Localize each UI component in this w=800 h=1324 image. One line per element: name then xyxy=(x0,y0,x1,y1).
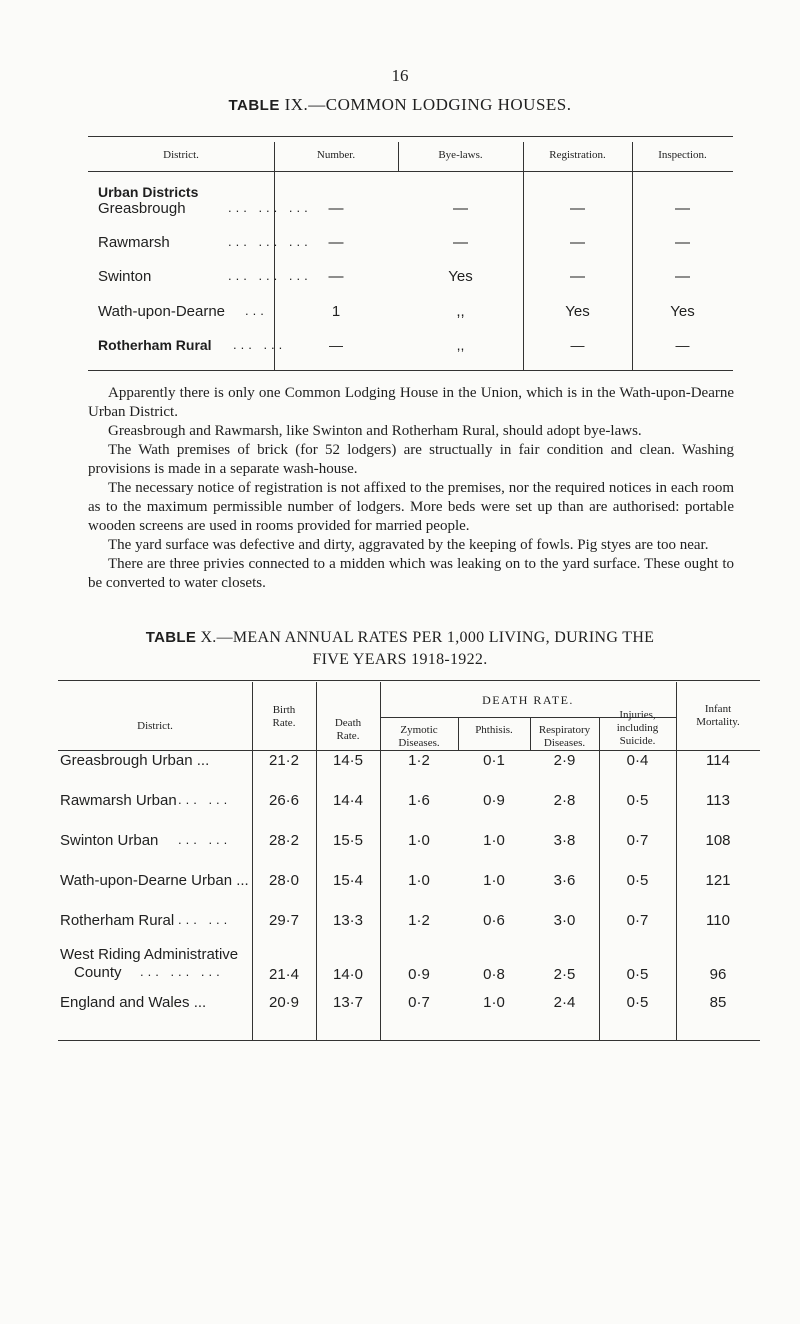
header-line: Diseases. xyxy=(398,737,440,749)
table10-title-prefix: TABLE xyxy=(145,629,197,646)
infant-mortality-cell: 121 xyxy=(705,872,731,889)
registration-cell: — xyxy=(570,337,585,353)
leader-dots: ... xyxy=(245,303,268,318)
table10-header-infant-mortality xyxy=(676,703,760,729)
inspection-cell: — xyxy=(675,337,690,353)
header-line: Injuries, xyxy=(619,709,656,721)
district-name: Rawmarsh Urban xyxy=(60,792,177,809)
death-rate-cell: 13·3 xyxy=(332,912,364,929)
table9-title-text: IX.—COMMON LODGING HOUSES. xyxy=(279,95,572,114)
header-line: Suicide. xyxy=(619,735,656,747)
table9-group-label: Urban Districts xyxy=(98,184,199,200)
injuries-cell: 0·7 xyxy=(626,832,649,849)
table-row xyxy=(58,912,760,932)
district-name: Swinton Urban xyxy=(60,832,159,849)
table9-header-number: Number. xyxy=(316,149,356,161)
leader-dots: ... ... ... xyxy=(228,268,312,283)
paragraph: There are three privies connected to a midden which was leaking on to the yard surface. These ought to be converted to water closets. xyxy=(88,556,734,591)
table10-header-zymotic xyxy=(380,724,458,750)
paragraph: Apparently there is only one Common Lodging House in the Union, which is in the Wath-upon-Dearne Urban District. xyxy=(88,385,734,420)
birth-rate-cell: 20·9 xyxy=(268,994,300,1011)
table10-header-respiratory xyxy=(530,724,599,750)
respiratory-cell: 2·9 xyxy=(553,752,576,769)
injuries-cell: 0·5 xyxy=(626,966,649,983)
header-line: Mortality. xyxy=(696,716,740,728)
respiratory-cell: 2·4 xyxy=(553,994,576,1011)
table10-header-injuries xyxy=(599,709,676,748)
table10-title xyxy=(0,627,800,671)
death-rate-cell: 15·5 xyxy=(332,832,364,849)
byelaws-cell: — xyxy=(453,234,468,251)
injuries-cell: 0·4 xyxy=(626,752,649,769)
header-line: Rate. xyxy=(336,730,360,742)
injuries-cell: 0·7 xyxy=(626,912,649,929)
number-cell: 1 xyxy=(331,303,341,320)
zymotic-cell: 1·0 xyxy=(408,872,430,889)
table9-header-registration: Registration. xyxy=(549,149,606,161)
zymotic-cell: 1·6 xyxy=(408,792,430,809)
respiratory-cell: 3·6 xyxy=(553,872,576,889)
inspection-cell: Yes xyxy=(670,303,695,320)
leader-dots: ... ... xyxy=(178,832,232,847)
number-cell: — xyxy=(328,200,344,217)
page-number: 16 xyxy=(391,66,409,85)
inspection-cell: — xyxy=(675,268,690,285)
district-name: England and Wales ... xyxy=(60,994,207,1011)
zymotic-cell: 1·2 xyxy=(408,912,430,929)
inspection-cell: — xyxy=(675,234,690,251)
district-name: Wath-upon-Dearne xyxy=(98,303,226,320)
birth-rate-cell: 28·0 xyxy=(268,872,300,889)
table9-title xyxy=(0,95,800,115)
infant-mortality-cell: 108 xyxy=(705,832,731,849)
injuries-cell: 0·5 xyxy=(626,872,649,889)
byelaws-cell: — xyxy=(453,200,468,217)
district-name-line2: County xyxy=(74,964,122,981)
leader-dots: ... ... ... xyxy=(228,200,312,215)
inspection-cell: — xyxy=(675,200,690,217)
paragraph: The yard surface was defective and dirty, aggravated by the keeping of fowls. Pig styes are too near. xyxy=(108,537,709,553)
respiratory-cell: 2·8 xyxy=(553,792,576,809)
phthisis-cell: 1·0 xyxy=(483,832,505,849)
registration-cell: — xyxy=(570,200,585,217)
respiratory-cell: 2·5 xyxy=(553,966,576,983)
header-line: Birth xyxy=(272,704,296,716)
header-line: Zymotic xyxy=(400,724,438,736)
table9-title-prefix: TABLE xyxy=(228,97,280,114)
leader-dots: ... ... xyxy=(233,337,287,352)
table10-title-line2: FIVE YEARS 1918-1922. xyxy=(312,651,488,668)
phthisis-cell: 1·0 xyxy=(483,872,505,889)
infant-mortality-cell: 96 xyxy=(709,966,727,983)
table10-title-line1: X.—MEAN ANNUAL RATES PER 1,000 LIVING, DURING THE xyxy=(196,629,655,646)
district-name: Swinton xyxy=(98,268,152,285)
death-rate-cell: 14·0 xyxy=(332,966,364,983)
table-row xyxy=(58,752,760,772)
header-line: including xyxy=(616,722,659,734)
zymotic-cell: 0·9 xyxy=(408,966,430,983)
district-name: Rawmarsh xyxy=(98,234,170,251)
paragraph: The Wath premises of brick (for 52 lodgers) are structually in fair condition and clean. Washing provisions is made in a separate wash-house. xyxy=(88,442,734,477)
paragraph: The necessary notice of registration is not affixed to the premises, nor the required notices in each room as to the maximum permissible number of lodgers. More beds were set up than are authorised: portable wooden screens are used in rooms provided for married people. xyxy=(88,480,734,534)
birth-rate-cell: 28·2 xyxy=(268,832,300,849)
district-name: Rotherham Rural xyxy=(98,337,212,353)
respiratory-cell: 3·0 xyxy=(553,912,576,929)
death-rate-cell: 14·5 xyxy=(332,752,364,769)
table-row xyxy=(58,946,760,983)
injuries-cell: 0·5 xyxy=(626,792,649,809)
table-row xyxy=(58,872,760,892)
birth-rate-cell: 29·7 xyxy=(268,912,300,929)
district-name-line1: West Riding Administrative xyxy=(60,946,239,963)
death-rate-cell: 13·7 xyxy=(332,994,364,1011)
zymotic-cell: 1·0 xyxy=(408,832,430,849)
leader-dots: ... ... xyxy=(178,912,232,927)
birth-rate-cell: 26·6 xyxy=(268,792,300,809)
district-name: Rotherham Rural xyxy=(60,912,175,929)
table10-header-birth-rate xyxy=(252,704,316,730)
number-cell: — xyxy=(328,268,344,285)
phthisis-cell: 0·1 xyxy=(483,752,505,769)
leader-dots: ... ... xyxy=(178,792,232,807)
header-line: Rate. xyxy=(272,717,296,729)
table10-header-phthisis: Phthisis. xyxy=(475,724,513,736)
birth-rate-cell: 21·2 xyxy=(268,752,300,769)
death-rate-cell: 15·4 xyxy=(332,872,364,889)
table10 xyxy=(58,680,760,1042)
death-rate-cell: 14·4 xyxy=(332,792,364,809)
district-name: Greasbrough xyxy=(98,200,186,217)
byelaws-cell: ,, xyxy=(456,337,465,353)
number-cell: — xyxy=(328,234,344,251)
district-name: Greasbrough Urban ... xyxy=(60,752,210,769)
zymotic-cell: 1·2 xyxy=(408,752,430,769)
table10-header-death-rate-group: DEATH RATE. xyxy=(482,693,574,707)
injuries-cell: 0·5 xyxy=(626,994,649,1011)
zymotic-cell: 0·7 xyxy=(408,994,430,1011)
table9-header-inspection: Inspection. xyxy=(658,149,707,161)
number-cell: — xyxy=(329,337,343,353)
paragraph: Greasbrough and Rawmarsh, like Swinton and Rotherham Rural, should adopt bye-laws. xyxy=(108,423,642,439)
header-line: Infant xyxy=(704,703,732,715)
registration-cell: Yes xyxy=(565,303,590,320)
header-line: Death xyxy=(334,717,362,729)
header-line: Respiratory xyxy=(538,724,591,736)
leader-dots: ... ... ... xyxy=(140,964,224,979)
table9-header-byelaws: Bye-laws. xyxy=(438,149,483,161)
registration-cell: — xyxy=(570,268,585,285)
header-line: Diseases. xyxy=(543,737,586,749)
phthisis-cell: 0·6 xyxy=(483,912,505,929)
respiratory-cell: 3·8 xyxy=(553,832,576,849)
infant-mortality-cell: 113 xyxy=(706,792,730,809)
phthisis-cell: 0·8 xyxy=(483,966,505,983)
infant-mortality-cell: 85 xyxy=(709,994,727,1011)
infant-mortality-cell: 114 xyxy=(706,752,730,769)
body-text xyxy=(88,384,734,593)
byelaws-cell: ,, xyxy=(456,303,465,320)
district-name: Wath-upon-Dearne Urban ... xyxy=(60,872,249,889)
byelaws-cell: Yes xyxy=(448,268,473,285)
birth-rate-cell: 21·4 xyxy=(268,966,300,983)
table10-header-district: District. xyxy=(137,720,173,732)
table-row xyxy=(58,994,760,1014)
table-row xyxy=(58,792,760,812)
table-row xyxy=(58,832,760,852)
phthisis-cell: 0·9 xyxy=(483,792,505,809)
infant-mortality-cell: 110 xyxy=(706,912,730,929)
table10-header-death-rate xyxy=(316,717,380,743)
phthisis-cell: 1·0 xyxy=(483,994,505,1011)
leader-dots: ... ... ... xyxy=(228,234,312,249)
registration-cell: — xyxy=(570,234,585,251)
table9-header-district: District. xyxy=(163,149,199,161)
